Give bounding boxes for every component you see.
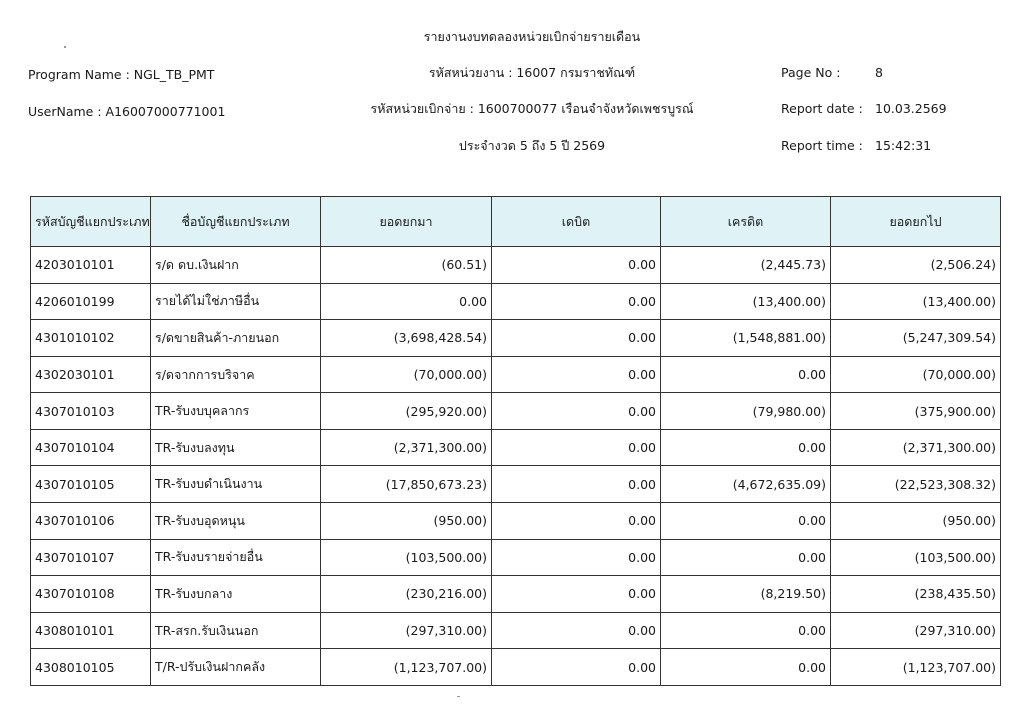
table-row	[31, 612, 1001, 649]
debit-cell: 0.00	[492, 320, 661, 357]
debit-cell: 0.00	[492, 283, 661, 320]
account-name-cell: TR-รับงบรายจ่ายอื่น	[151, 539, 321, 576]
opening-balance-cell: 0.00	[321, 283, 492, 320]
table-row	[31, 356, 1001, 393]
opening-balance-cell: (70,000.00)	[321, 356, 492, 393]
page-no-value: 8	[875, 65, 883, 80]
closing-balance-cell: (70,000.00)	[831, 356, 1001, 393]
debit-cell: 0.00	[492, 576, 661, 613]
account-name-cell: TR-สรก.รับเงินนอก	[151, 612, 321, 649]
opening-balance-cell: (2,371,300.00)	[321, 429, 492, 466]
page-no-label: Page No :	[781, 65, 841, 80]
scan-speck	[457, 696, 460, 697]
credit-cell: 0.00	[661, 429, 831, 466]
account-name-cell: TR-รับงบลงทุน	[151, 429, 321, 466]
closing-balance-cell: (22,523,308.32)	[831, 466, 1001, 503]
report-period: ประจำงวด 5 ถึง 5 ปี 2569	[458, 138, 606, 153]
account-name-cell: ร/ดขายสินค้า-ภายนอก	[151, 320, 321, 357]
closing-balance-cell: (2,371,300.00)	[831, 429, 1001, 466]
account-name-cell: TR-รับงบดำเนินงาน	[151, 466, 321, 503]
credit-cell: 0.00	[661, 539, 831, 576]
account-name-cell: TR-รับงบอุดหนุน	[151, 503, 321, 540]
credit-cell: 0.00	[661, 503, 831, 540]
opening-balance-cell: (60.51)	[321, 247, 492, 284]
debit-cell: 0.00	[492, 649, 661, 686]
debit-cell: 0.00	[492, 393, 661, 430]
header-opening-balance: ยอดยกมา	[321, 197, 492, 247]
debit-cell: 0.00	[492, 429, 661, 466]
table-row	[31, 539, 1001, 576]
table-row	[31, 466, 1001, 503]
account-name-cell: รายได้ไม่ใช่ภาษีอื่น	[151, 283, 321, 320]
disbursing-unit: รหัสหน่วยเบิกจ่าย : 1600700077 เรือนจำจังหวัดเพชรบูรณ์	[370, 101, 694, 116]
table-row	[31, 247, 1001, 284]
closing-balance-cell: (375,900.00)	[831, 393, 1001, 430]
account-name-cell: ร/ด ดบ.เงินฝาก	[151, 247, 321, 284]
agency-code: รหัสหน่วยงาน : 16007 กรมราชทัณฑ์	[428, 65, 636, 80]
account-code-cell: 4307010103	[31, 393, 151, 430]
credit-cell: (1,548,881.00)	[661, 320, 831, 357]
account-code-cell: 4203010101	[31, 247, 151, 284]
account-name-cell: TR-รับงบบุคลากร	[151, 393, 321, 430]
opening-balance-cell: (230,216.00)	[321, 576, 492, 613]
report-date-value: 10.03.2569	[875, 101, 947, 116]
header-account-name: ชื่อบัญชีแยกประเภท	[151, 197, 321, 247]
header-closing-balance: ยอดยกไป	[831, 197, 1001, 247]
credit-cell: 0.00	[661, 649, 831, 686]
account-code-cell: 4307010105	[31, 466, 151, 503]
opening-balance-cell: (295,920.00)	[321, 393, 492, 430]
opening-balance-cell: (17,850,673.23)	[321, 466, 492, 503]
account-code-cell: 4307010107	[31, 539, 151, 576]
table-row	[31, 576, 1001, 613]
credit-cell: 0.00	[661, 612, 831, 649]
table-row	[31, 429, 1001, 466]
opening-balance-cell: (1,123,707.00)	[321, 649, 492, 686]
account-code-cell: 4302030101	[31, 356, 151, 393]
closing-balance-cell: (297,310.00)	[831, 612, 1001, 649]
report-title: รายงานงบทดลองหน่วยเบิกจ่ายรายเดือน	[423, 29, 641, 44]
closing-balance-cell: (103,500.00)	[831, 539, 1001, 576]
debit-cell: 0.00	[492, 539, 661, 576]
header-credit: เครดิต	[661, 197, 831, 247]
header-account-code: รหัสบัญชีแยกประเภท	[31, 197, 151, 247]
debit-cell: 0.00	[492, 612, 661, 649]
credit-cell: (8,219.50)	[661, 576, 831, 613]
user-name: UserName : A16007000771001	[28, 104, 226, 119]
credit-cell: 0.00	[661, 356, 831, 393]
credit-cell: (4,672,635.09)	[661, 466, 831, 503]
trial-balance-table	[30, 196, 1001, 686]
credit-cell: (13,400.00)	[661, 283, 831, 320]
debit-cell: 0.00	[492, 247, 661, 284]
closing-balance-cell: (238,435.50)	[831, 576, 1001, 613]
closing-balance-cell: (1,123,707.00)	[831, 649, 1001, 686]
program-name: Program Name : NGL_TB_PMT	[28, 67, 215, 82]
account-name-cell: T/R-ปรับเงินฝากคลัง	[151, 649, 321, 686]
scan-speck	[64, 46, 66, 48]
account-code-cell: 4206010199	[31, 283, 151, 320]
debit-cell: 0.00	[492, 466, 661, 503]
closing-balance-cell: (13,400.00)	[831, 283, 1001, 320]
opening-balance-cell: (297,310.00)	[321, 612, 492, 649]
header-debit: เดบิต	[492, 197, 661, 247]
table-row	[31, 283, 1001, 320]
table-header-row	[31, 197, 1001, 247]
closing-balance-cell: (2,506.24)	[831, 247, 1001, 284]
account-code-cell: 4308010105	[31, 649, 151, 686]
table-row	[31, 393, 1001, 430]
report-time-value: 15:42:31	[875, 138, 932, 153]
report-time-label: Report time :	[781, 138, 863, 153]
debit-cell: 0.00	[492, 503, 661, 540]
credit-cell: (79,980.00)	[661, 393, 831, 430]
account-code-cell: 4301010102	[31, 320, 151, 357]
account-name-cell: TR-รับงบกลาง	[151, 576, 321, 613]
account-code-cell: 4307010104	[31, 429, 151, 466]
opening-balance-cell: (103,500.00)	[321, 539, 492, 576]
debit-cell: 0.00	[492, 356, 661, 393]
table-row	[31, 320, 1001, 357]
account-code-cell: 4308010101	[31, 612, 151, 649]
account-code-cell: 4307010108	[31, 576, 151, 613]
opening-balance-cell: (3,698,428.54)	[321, 320, 492, 357]
table-row	[31, 649, 1001, 686]
closing-balance-cell: (950.00)	[831, 503, 1001, 540]
table-body	[31, 247, 1001, 686]
table-row	[31, 503, 1001, 540]
account-name-cell: ร/ดจากการบริจาค	[151, 356, 321, 393]
credit-cell: (2,445.73)	[661, 247, 831, 284]
report-date-label: Report date :	[781, 101, 863, 116]
account-code-cell: 4307010106	[31, 503, 151, 540]
opening-balance-cell: (950.00)	[321, 503, 492, 540]
closing-balance-cell: (5,247,309.54)	[831, 320, 1001, 357]
